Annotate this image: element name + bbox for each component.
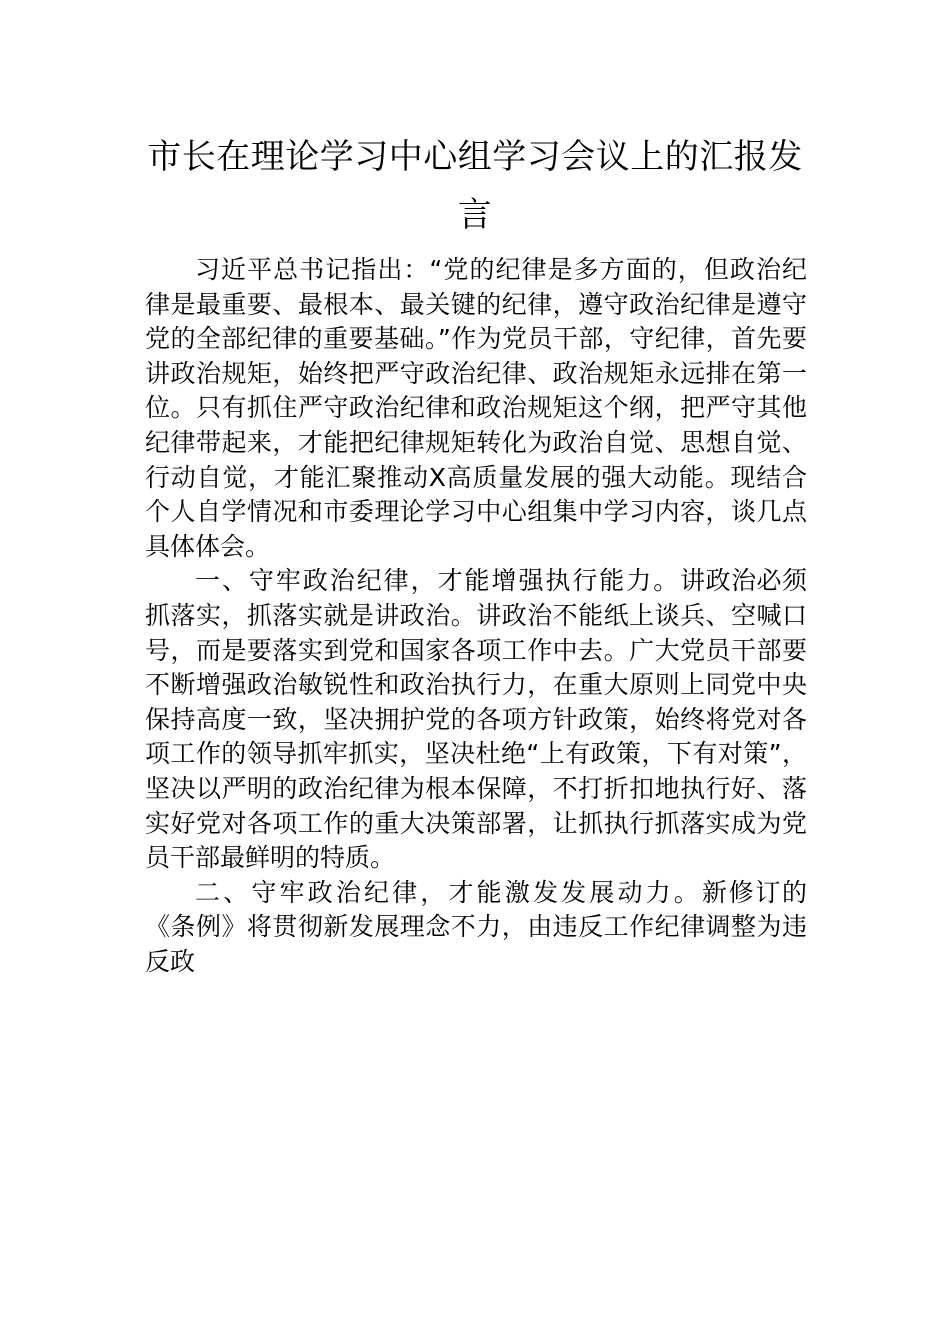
paragraph-intro-text: 习近平总书记指出：“党的纪律是多方面的，但政治纪律是最重要、最根本、最关键的纪律，遵守政治纪律是遵守党的全部纪律的重要基础。”作为党员干部，守纪律，首先要讲政治规矩，始终把严守政治纪律、政治规矩永远排在第一位。只有抓住严守政治纪律和政治规矩这个纲，把严守其他纪律带起来，才能把纪律规矩转化为政治自觉、思想自觉、行动自觉，才能汇聚推动X高质量发展的强大动能。现结合个人自学情况和市委理论学习中心组集中学习内容，谈几点具体体会。 [145,255,807,561]
document-body [145,253,807,979]
paragraph-section-two [145,876,807,980]
section-one-heading: 一、守牢政治纪律，才能增强执行能力。 [195,566,681,596]
paragraph-intro [145,253,807,564]
section-two-text: 新修订的《条例》将贯彻新发展理念不力，由违反工作纪律调整为违反政 [145,877,807,976]
section-one-text: 讲政治必须抓落实，抓落实就是讲政治。讲政治不能纸上谈兵、空喊口号，而是要落实到党和国家各项工作中去。广大党员干部要不断增强政治敏锐性和政治执行力，在重大原则上同党中央保持高度一致，坚决拥护党的各项方针政策，始终将党对各项工作的领导抓牢抓实，坚决杜绝“上有政策，下有对策”，坚决以严明的政治纪律为根本保障，不打折扣地执行好、落实好党对各项工作的重大决策部署，让抓执行抓落实成为党员干部最鲜明的特质。 [145,566,807,873]
document-title: 市长在理论学习中心组学习会议上的汇报发言 [147,137,803,235]
paragraph-section-one [145,564,807,875]
section-two-heading: 二、守牢政治纪律，才能激发发展动力。 [195,877,702,907]
